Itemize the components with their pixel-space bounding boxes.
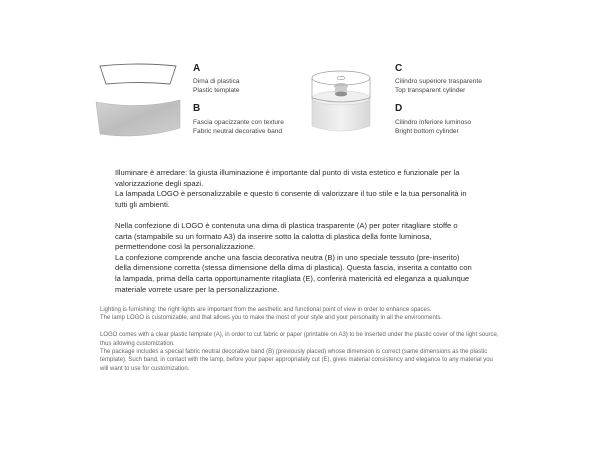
- parts-legend: [0, 0, 600, 160]
- english-description: [100, 306, 500, 373]
- part-a-italian: Dima di plastica: [193, 78, 240, 85]
- decorative-band-icon: [94, 98, 184, 140]
- part-letter-d: D: [395, 103, 403, 114]
- italian-paragraph-4: La confezione comprende anche una fascia decorativa neutra (B) in uno speciale tessuto (pre-inserito) della dimensione corretta (stessa dimensione della dima di plastica). Questa fascia, inserita a contatto con la lampada, prima della carta opportunamente ritagliata (E), conferirà matericità ed eleganza a qualunque materiale vorrete usare per la personalizzazione.: [115, 252, 472, 294]
- part-letter-a: A: [193, 63, 201, 74]
- part-b-english: Fabric neutral decorative band: [193, 128, 283, 135]
- plastic-template-icon: [96, 62, 180, 88]
- italian-paragraph-2: La lampada LOGO è personalizzabile e questo ti consente di valorizzare il tuo stile e la tua personalità in tutti gli ambienti.: [115, 189, 467, 209]
- english-paragraph-3: LOGO comes with a clear plastic template (A), in order to cut fabric or paper (printable on A3) to be inserted under the plastic cover of the light source, thus allowing customization.: [100, 332, 499, 347]
- english-paragraph-2: The lamp LOGO is customizable, and that allows you to make the most of your style and your personality in all the environments.: [100, 315, 443, 322]
- english-paragraph-1: Lighting is furnishing: the right lights are important from the aesthetic and functional point of view in order to enhance spaces.: [100, 307, 432, 313]
- part-letter-b: B: [193, 103, 201, 114]
- part-c-italian: Cilindro superiore trasparente: [395, 78, 482, 85]
- italian-paragraph-1: Illuminare è arredare: la giusta illuminazione è importante dal punto di vista estetico e funzionale per la valorizzazione degli spazi.: [115, 168, 460, 188]
- part-d-italian: Cilindro inferiore luminoso: [395, 119, 472, 126]
- part-letter-c: C: [395, 63, 403, 74]
- bright-cylinder-icon: [312, 91, 370, 131]
- part-c-english: Top transparent cylinder: [395, 87, 466, 94]
- part-b-italian: Fascia opacizzante con texture: [193, 119, 284, 126]
- italian-description: [115, 168, 475, 295]
- english-paragraph-4: The package includes a special fabric neutral decorative band (B) (previously placed) whose dimension is correct (same dimensions as the plastic template). Such band, in contact with the lamp, before your paper appropriately cut (E), gives material consistency and elegance to any material you will want to use for customization.: [100, 349, 493, 372]
- italian-paragraph-3: Nella confezione di LOGO è contenuta una dima di plastica trasparente (A) per poter ritagliare stoffe o carta (stampabile su un formato A3) da inserire sotto la calotta di plastica della fonte luminosa, permettendone così la personalizzazione.: [115, 220, 458, 252]
- part-d-english: Bright bottom cylinder: [395, 128, 459, 135]
- part-a-english: Plastic template: [193, 87, 240, 94]
- cylinder-assembly-icon: [306, 64, 376, 136]
